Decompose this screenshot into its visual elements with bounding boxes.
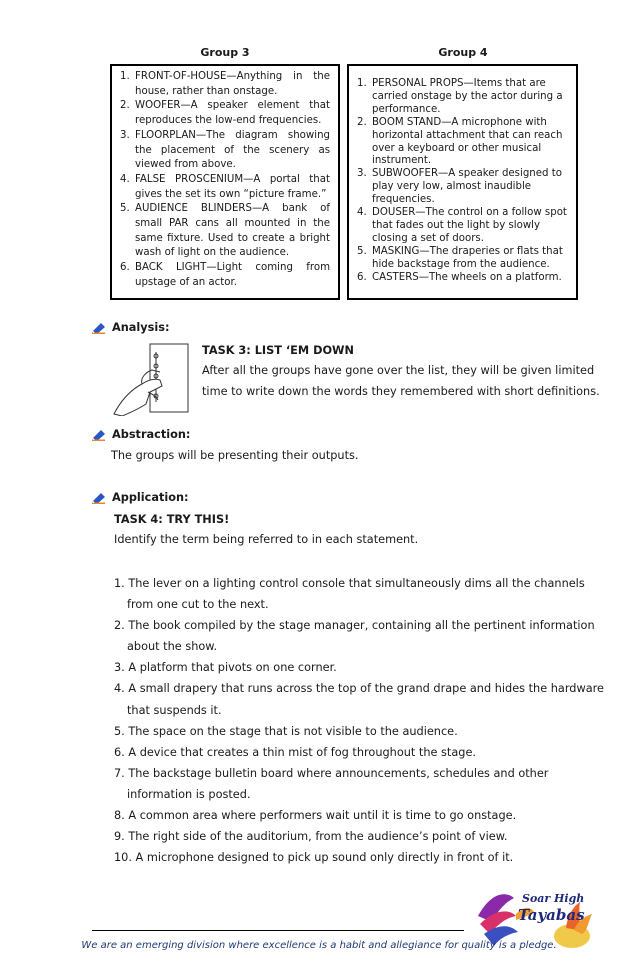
list-item: 1. The lever on a lighting control console that simultaneously dims all the channels from one cut to the next. — [114, 577, 585, 612]
task-4-statements — [114, 573, 604, 868]
group-3-title: Group 3 — [200, 46, 250, 59]
footer-rule — [92, 930, 464, 931]
group-3-list — [120, 70, 330, 291]
list-item: 4. DOUSER—The control on a follow spot that fades out the light by slowly closing a set of doors. — [357, 207, 567, 244]
task-3-line-1: After all the groups have gone over the list, they will be given limited — [202, 364, 595, 377]
list-item: 8. A common area where performers wait until it is time to go onstage. — [114, 809, 517, 823]
list-item: 6. A device that creates a thin mist of fog throughout the stage. — [114, 745, 476, 759]
list-item: 7. The backstage bulletin board where announcements, schedules and other information is posted. — [114, 766, 549, 801]
logo-line-2: Tayabas — [518, 906, 585, 924]
logo-line-1: Soar High — [522, 892, 585, 905]
task-3-line-2: time to write down the words they remembered with short definitions. — [202, 385, 600, 398]
hand-holding-list-icon — [112, 342, 190, 416]
group-4-title: Group 4 — [438, 46, 488, 59]
list-item: 6. CASTERS—The wheels on a platform. — [357, 271, 562, 283]
list-item: 10. A microphone designed to pick up sound only directly in front of it. — [114, 851, 514, 865]
list-item: 9. The right side of the auditorium, from the audience’s point of view. — [114, 830, 508, 844]
list-item: 2. WOOFER—A speaker element that reproduces the low-end frequencies. — [120, 100, 330, 127]
list-item: 4. FALSE PROSCENIUM—A portal that gives the set its own “picture frame.” — [120, 173, 330, 200]
arrow-bullet-icon — [92, 429, 106, 441]
group-4-list — [357, 78, 568, 285]
list-item: 2. BOOM STAND—A microphone with horizontal attachment that can reach over a keyboard or other musical instrument. — [357, 116, 563, 167]
group-3-box — [110, 64, 340, 300]
analysis-heading-row — [92, 321, 169, 334]
list-item: 6. BACK LIGHT—Light coming from upstage of an actor. — [120, 262, 330, 288]
list-item: 5. The space on the stage that is not visible to the audience. — [114, 724, 458, 738]
application-heading-row — [92, 491, 189, 504]
task-4-title: TASK 4: TRY THIS! — [114, 513, 230, 526]
arrow-bullet-icon — [92, 322, 106, 334]
application-heading: Application: — [112, 491, 189, 504]
task-3-title: TASK 3: LIST ‘EM DOWN — [202, 344, 354, 357]
task-4-instruction: Identify the term being referred to in each statement. — [114, 533, 419, 546]
arrow-bullet-icon — [92, 492, 106, 504]
abstraction-heading: Abstraction: — [112, 428, 191, 441]
list-item: 3. A platform that pivots on one corner. — [114, 661, 337, 675]
abstraction-heading-row — [92, 428, 190, 441]
list-item: 5. MASKING—The draperies or flats that hide backstage from the audience. — [357, 245, 563, 270]
list-item: 3. SUBWOOFER—A speaker designed to play very low, almost inaudible frequencies. — [357, 168, 562, 206]
list-item: 3. FLOORPLAN—The diagram showing the placement of the scenery as viewed from above. — [120, 129, 330, 171]
footer-motto: We are an emerging division where excellence is a habit and allegiance for quality is a pledge. — [81, 940, 557, 951]
list-item: 4. A small drapery that runs across the top of the grand drape and hides the hardware that suspends it. — [114, 682, 604, 717]
list-item: 1. FRONT-OF-HOUSE—Anything in the house, rather than onstage. — [120, 71, 330, 97]
list-item: 2. The book compiled by the stage manager, containing all the pertinent information about the show. — [114, 619, 595, 654]
abstraction-text: The groups will be presenting their outputs. — [111, 449, 359, 462]
list-item: 5. AUDIENCE BLINDERS—A bank of small PAR cans all mounted in the same fixture. Used to create a bright wash of light on the audience. — [120, 203, 330, 259]
list-item: 1. PERSONAL PROPS—Items that are carried onstage by the actor during a performance. — [357, 78, 563, 115]
group-4-box — [347, 64, 578, 300]
analysis-heading: Analysis: — [112, 321, 170, 334]
